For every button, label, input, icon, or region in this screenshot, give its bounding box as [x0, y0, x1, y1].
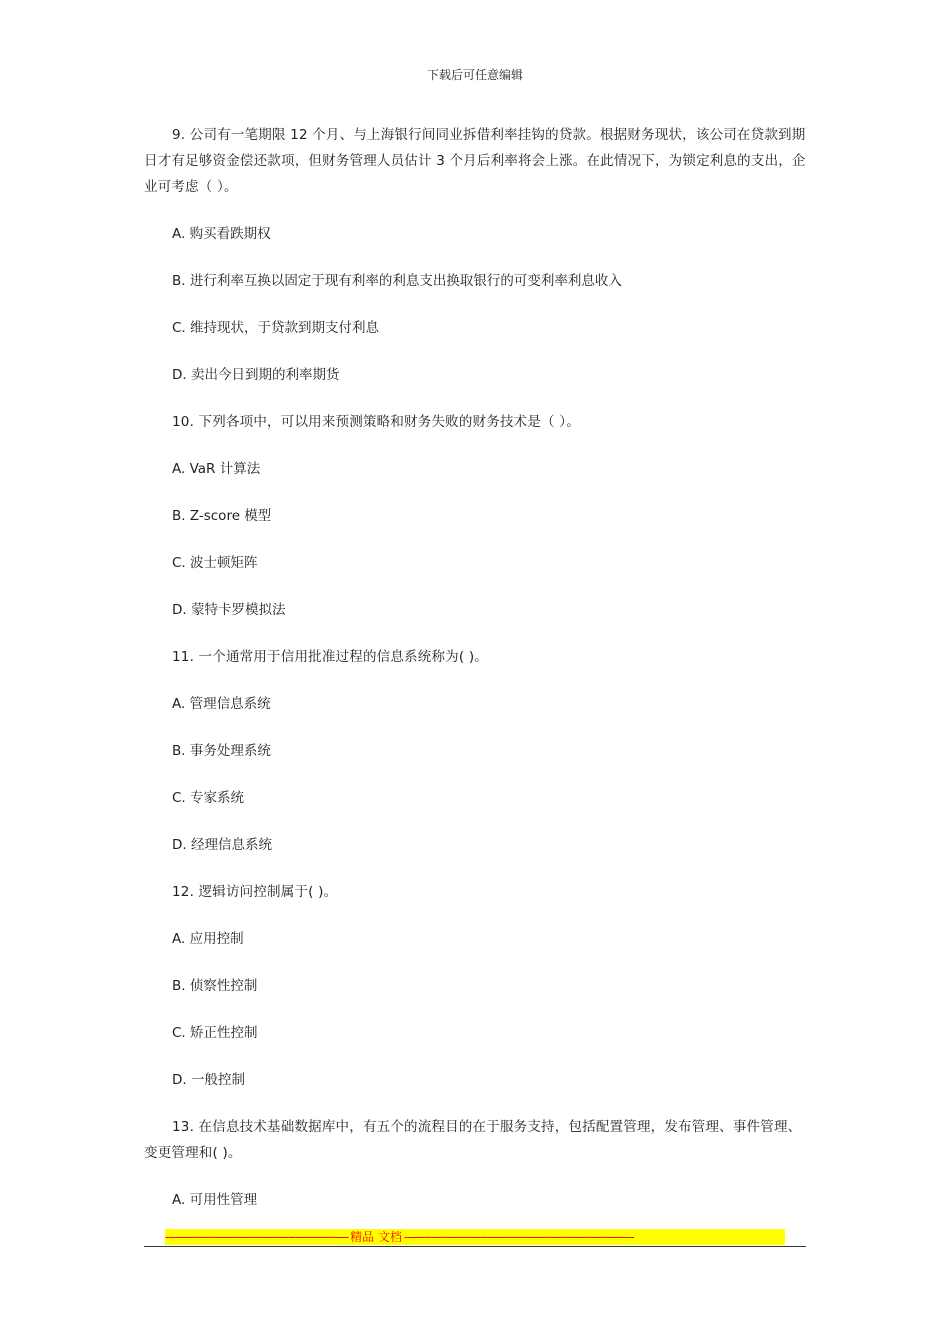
option-11a: A. 管理信息系统 [172, 696, 271, 712]
option-10b: B. Z-score 模型 [172, 508, 272, 524]
option-12b: B. 侦察性控制 [172, 978, 258, 994]
option-9b: B. 进行利率互换以固定于现有利率的利息支出换取银行的可变利率利息收入 [172, 273, 622, 289]
page-header: 下载后可任意编辑 [426, 68, 523, 82]
question-stem-12: 12. 逻辑访问控制属于( )。 [172, 884, 338, 900]
question-stem-13: 13. 在信息技术基础数据库中，有五个的流程目的在于服务支持，包括配置管理，发布管理、事件管理、变更管理和( )。 [144, 1119, 802, 1161]
option-11b: B. 事务处理系统 [172, 743, 271, 759]
option-9d: D. 卖出今日到期的利率期货 [172, 367, 340, 383]
option-11c: C. 专家系统 [172, 790, 245, 806]
question-stem-11: 11. 一个通常用于信用批准过程的信息系统称为( )。 [172, 649, 488, 665]
question-stem-10: 10. 下列各项中，可以用来预测策略和财务失败的财务技术是（ ）。 [172, 414, 580, 430]
footer-left-dashes: ------------------------------------------------------- [165, 1230, 349, 1244]
option-11d: D. 经理信息系统 [172, 837, 272, 853]
option-9c: C. 维持现状，于贷款到期支付利息 [172, 320, 380, 336]
document-body [144, 122, 806, 1213]
option-10a: A. VaR 计算法 [172, 461, 261, 477]
footer-rule [144, 1246, 806, 1247]
option-12d: D. 一般控制 [172, 1072, 245, 1088]
option-13a: A. 可用性管理 [172, 1192, 258, 1208]
question-stem-9: 9. 公司有一笔期限 12 个月、与上海银行间同业拆借利率挂钩的贷款。根据财务现状，该公司在贷款到期日才有足够资金偿还款项，但财务管理人员估计 3 个月后利率将会上涨。在此情况下，为锁定利息的支出，企业可考虑（ ）。 [144, 127, 806, 195]
option-10d: D. 蒙特卡罗模拟法 [172, 602, 286, 618]
footer-label: 精品 文档 [350, 1230, 402, 1244]
option-12a: A. 应用控制 [172, 931, 244, 947]
option-10c: C. 波士顿矩阵 [172, 555, 258, 571]
option-9a: A. 购买看跌期权 [172, 226, 271, 242]
option-12c: C. 矫正性控制 [172, 1025, 258, 1041]
footer-right-dashes: --------------------------------------------------------------------- [403, 1230, 634, 1244]
footer-banner [165, 1229, 785, 1245]
